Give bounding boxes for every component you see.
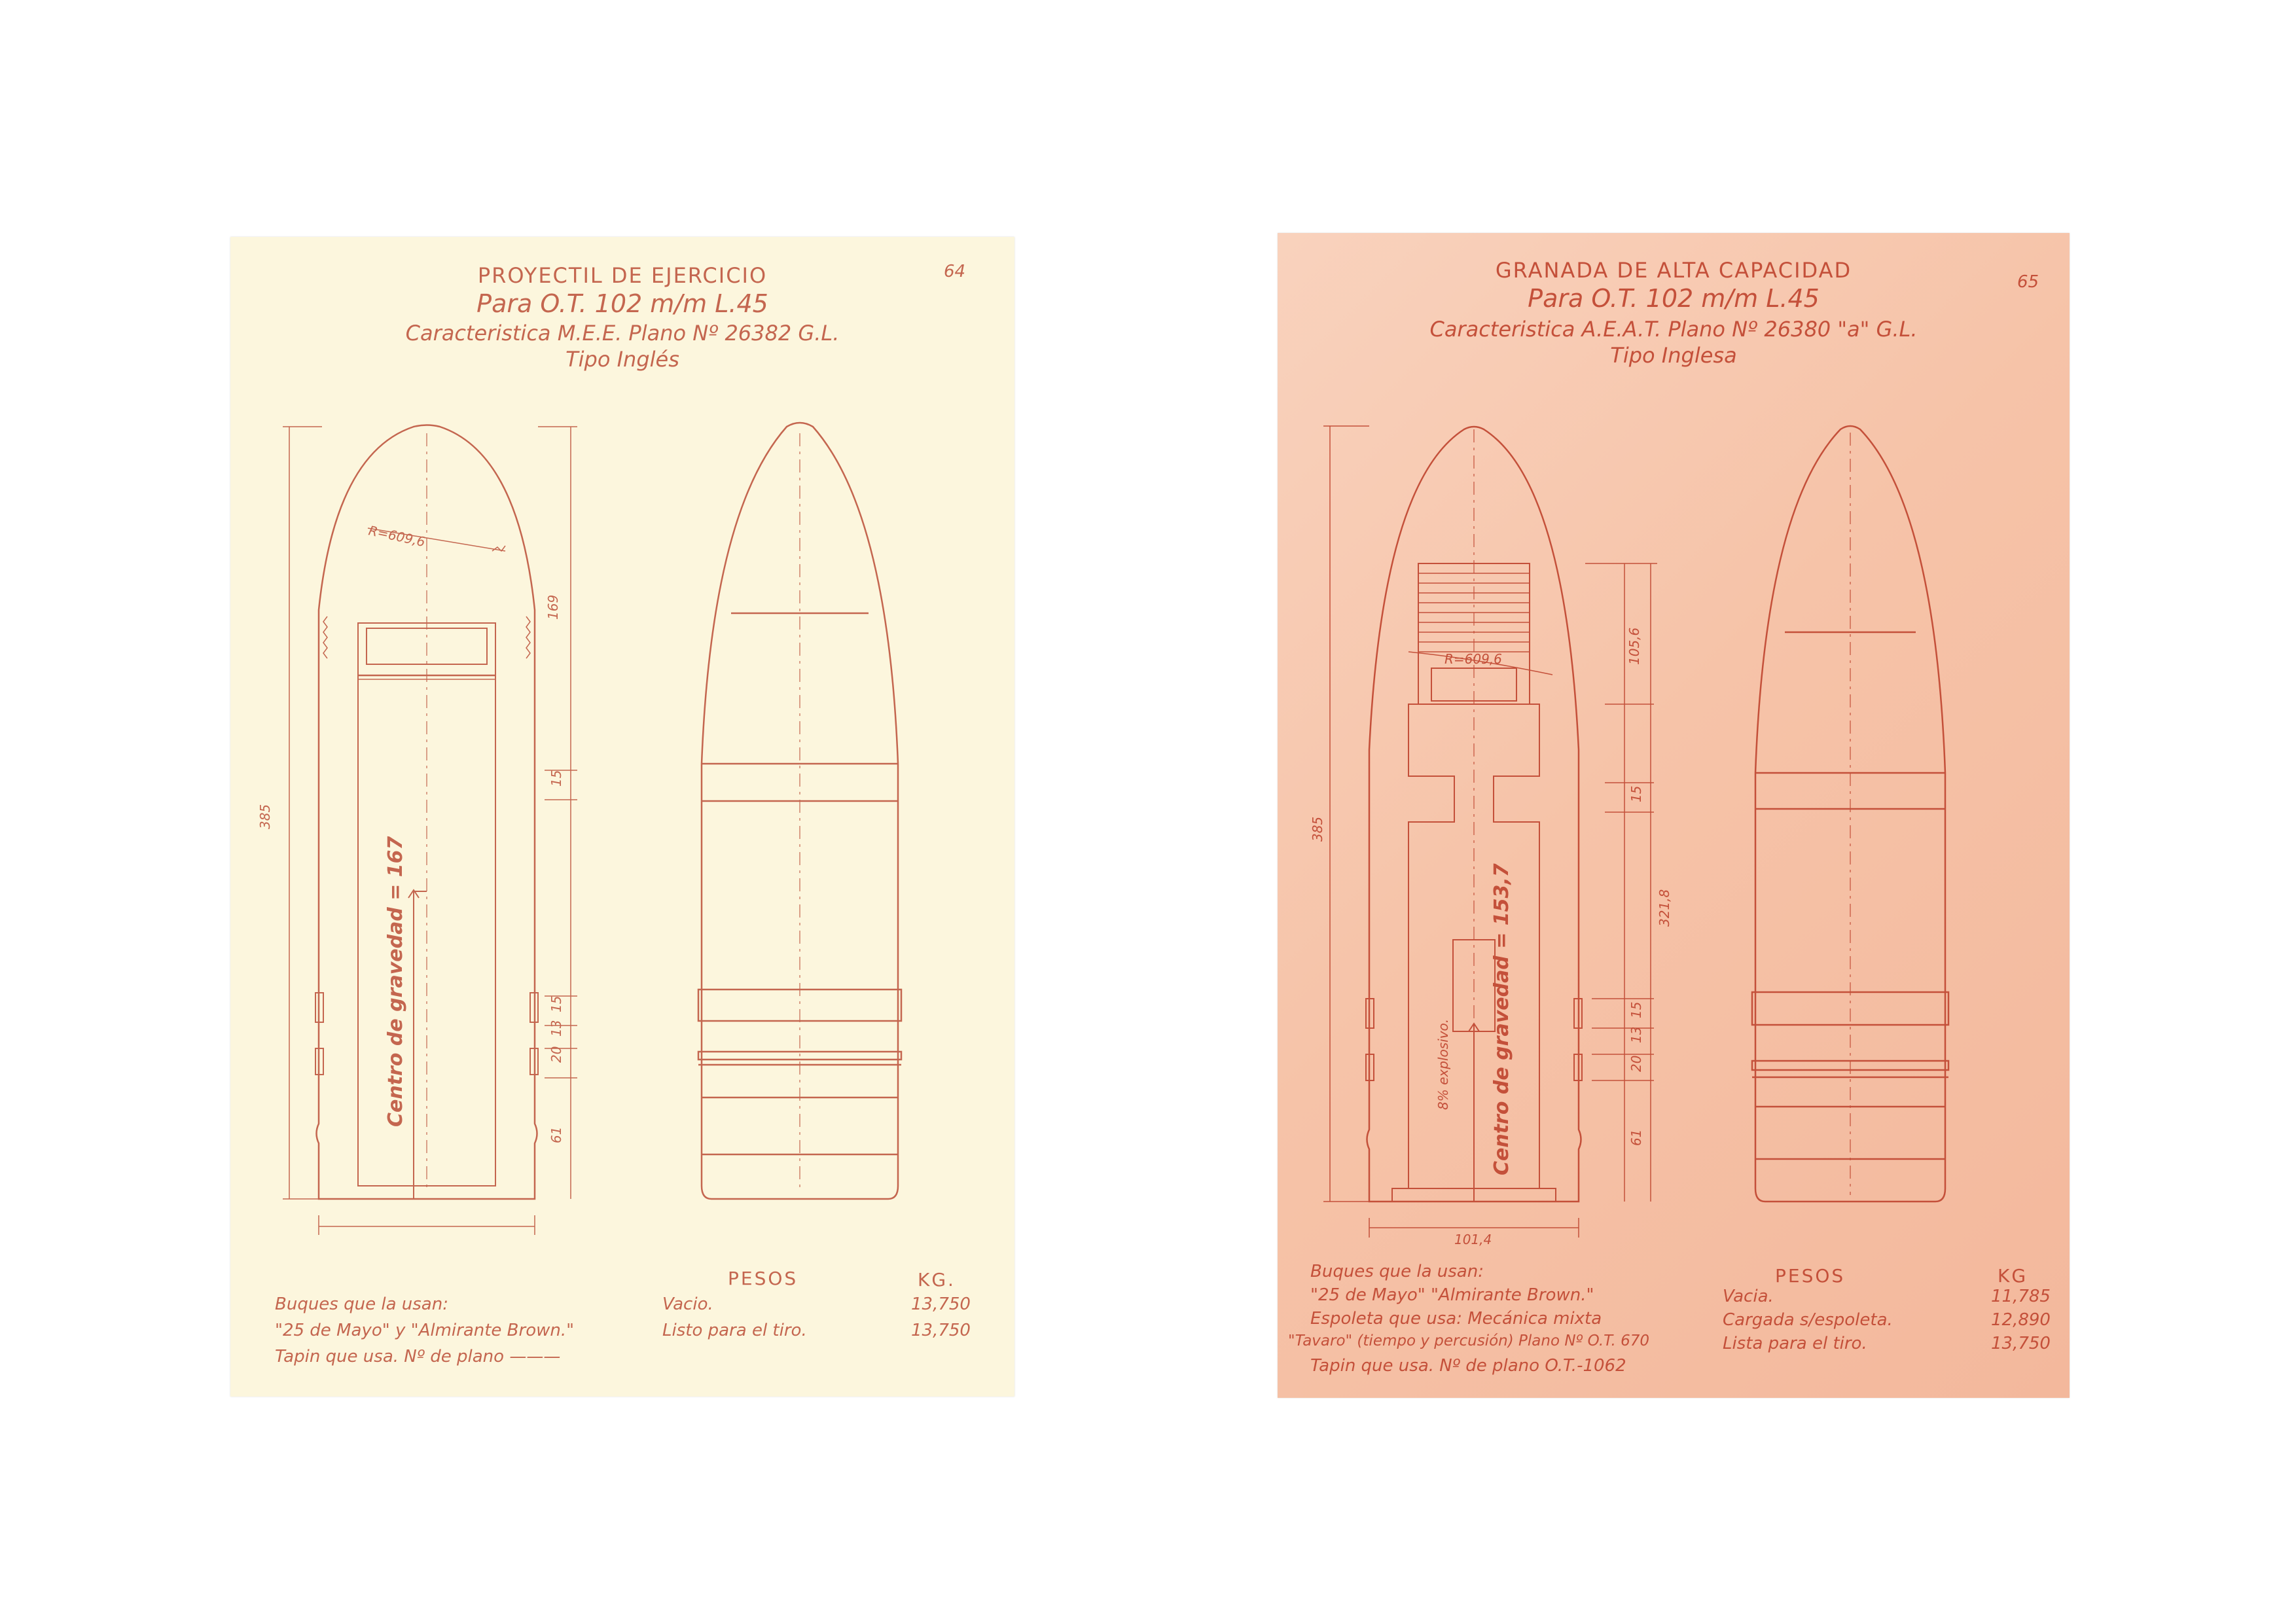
center-of-gravity-label: Centro de gravedad = 153,7 (1490, 863, 1513, 1175)
dim-radius: R=609,6 (1444, 651, 1502, 667)
fuze-note: Espoleta que usa: Mecánica mixta (1310, 1309, 1602, 1329)
weight-value: 13,750 (911, 1294, 971, 1314)
tapin-note: Tapin que usa. Nº de plano ——— (275, 1347, 561, 1366)
weight-value: 12,890 (1991, 1310, 2051, 1330)
dim-105: 105,6 (1626, 627, 1642, 665)
exterior-view (698, 423, 901, 1199)
dim-15a: 15 (1628, 785, 1644, 802)
weight-label: Lista para el tiro. (1723, 1334, 1867, 1353)
weight-label: Vacio. (662, 1294, 713, 1314)
sheet-title: PROYECTIL DE EJERCICIO (477, 263, 768, 288)
section-view (1366, 427, 1582, 1202)
grenade-drawings (1278, 233, 2070, 1398)
dim-20: 20 (548, 1046, 564, 1063)
dim-15b: 15 (548, 995, 564, 1012)
plan-reference: Caracteristica A.E.A.T. Plano Nº 26380 "a" G.L. (1429, 317, 1918, 342)
dim-61: 61 (1628, 1129, 1644, 1146)
dim-15b: 15 (1628, 1001, 1644, 1018)
dim-radius: R=609,6 (367, 522, 427, 550)
right-drawing-sheet (1278, 233, 2070, 1398)
unit-header: KG. (918, 1269, 956, 1291)
sheet-number: 65 (2017, 272, 2039, 292)
dimension-lines (283, 427, 577, 1235)
dim-15a: 15 (548, 770, 564, 787)
ships-label: Buques que la usan: (1310, 1262, 1484, 1281)
center-of-gravity-label: Centro de gravedad = 167 (384, 836, 407, 1127)
projectile-drawings (230, 237, 1014, 1397)
plan-reference: Caracteristica M.E.E. Plano Nº 26382 G.L. (405, 321, 840, 346)
dim-13: 13 (1628, 1026, 1644, 1043)
weights-header: PESOS (1775, 1265, 1846, 1287)
fuze-plan-note: "Tavaro" (tiempo y percusión) Plano Nº O.T. 670 (1288, 1332, 1649, 1349)
projectile-type: Tipo Inglés (565, 347, 679, 372)
sheet-title: GRANADA DE ALTA CAPACIDAD (1495, 258, 1852, 283)
dim-321: 321,8 (1657, 889, 1672, 927)
sheet-subtitle: Para O.T. 102 m/m L.45 (1528, 284, 1820, 313)
explosive-label: 8% explosivo. (1435, 1018, 1451, 1110)
ships-list: "25 de Mayo" y "Almirante Brown." (275, 1321, 575, 1340)
sheet-subtitle: Para O.T. 102 m/m L.45 (476, 289, 768, 318)
dim-61: 61 (548, 1126, 564, 1143)
weights-header: PESOS (728, 1268, 798, 1289)
weight-value: 11,785 (1991, 1287, 2051, 1306)
dim-13: 13 (548, 1020, 564, 1037)
weight-label: Listo para el tiro. (662, 1321, 807, 1340)
weight-label: Cargada s/espoleta. (1723, 1310, 1893, 1330)
unit-header: KG (1998, 1265, 2028, 1287)
tapin-note: Tapin que usa. Nº de plano O.T.-1062 (1310, 1356, 1626, 1376)
section-view (315, 425, 538, 1200)
dim-length: 385 (1310, 816, 1325, 842)
sheet-number: 64 (944, 262, 966, 281)
exterior-view (1752, 426, 1948, 1202)
dim-width: 101,4 (1454, 1232, 1492, 1247)
ships-list: "25 de Mayo" "Almirante Brown." (1310, 1285, 1594, 1305)
weight-value: 13,750 (1991, 1334, 2051, 1353)
weight-label: Vacia. (1723, 1287, 1774, 1306)
projectile-type: Tipo Inglesa (1610, 343, 1737, 368)
left-drawing-sheet (230, 237, 1014, 1397)
ships-label: Buques que la usan: (275, 1294, 448, 1314)
dim-169: 169 (545, 594, 561, 620)
dim-20: 20 (1628, 1055, 1644, 1072)
weight-value: 13,750 (911, 1321, 971, 1340)
dim-length: 385 (257, 804, 273, 829)
